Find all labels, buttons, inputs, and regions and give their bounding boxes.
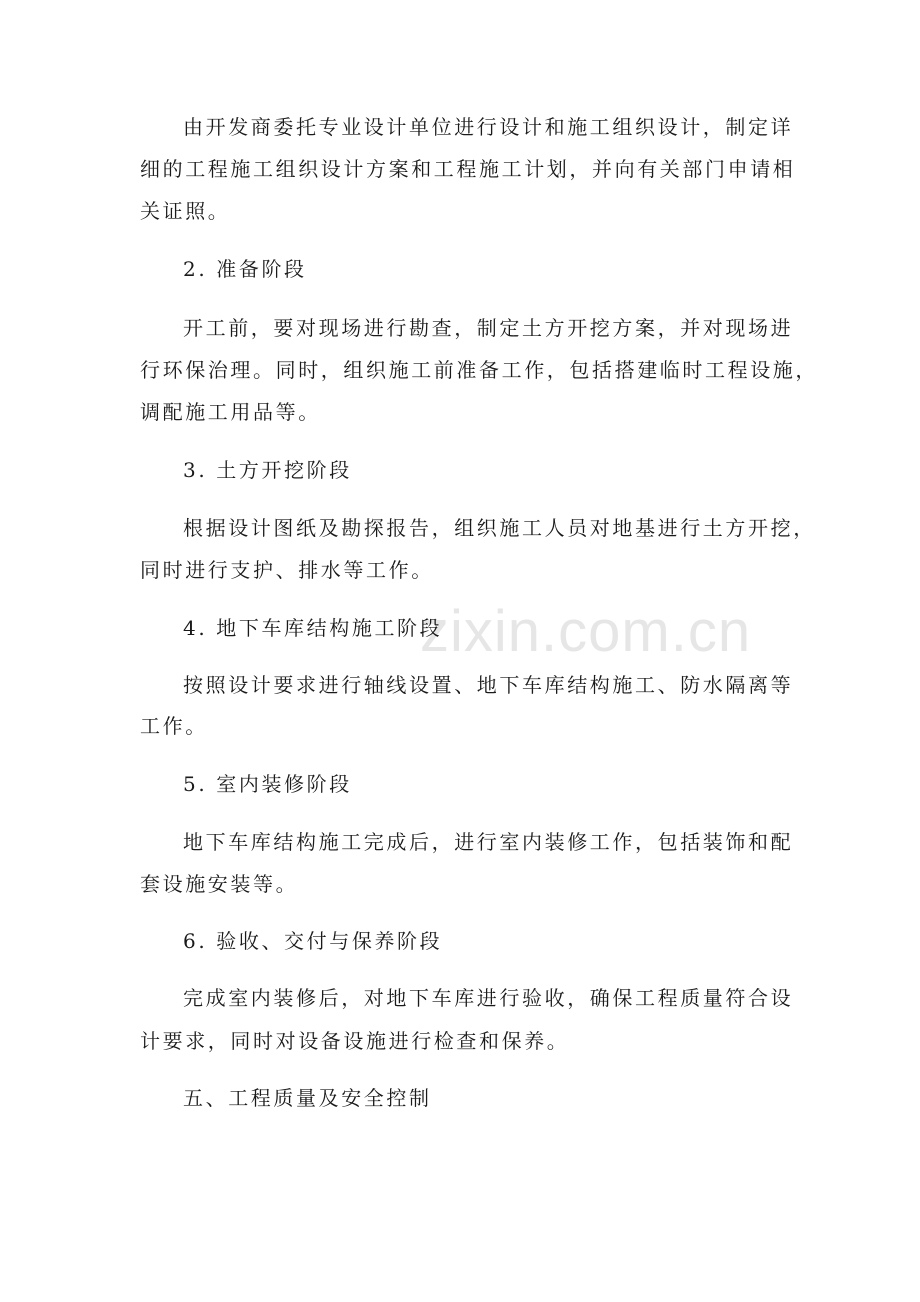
section-heading: 4. 地下车库结构施工阶段 <box>183 616 443 640</box>
paragraph-line: 按照设计要求进行轴线设置、地下车库结构施工、防水隔离等 <box>183 673 794 697</box>
paragraph-line: 根据设计图纸及勘探报告，组织施工人员对地基进行土方开挖， <box>183 516 816 540</box>
paragraph-line: 完成室内装修后，对地下车库进行验收，确保工程质量符合设 <box>183 986 794 1010</box>
paragraph-line: 开工前，要对现场进行勘查，制定土方开挖方案，并对现场进 <box>183 316 794 340</box>
paragraph-line: 计要求，同时对设备设施进行检查和保养。 <box>140 1029 570 1053</box>
watermark: zixin.com.cn <box>420 599 752 664</box>
section-heading: 6. 验收、交付与保养阶段 <box>183 929 443 953</box>
paragraph-line: 关证照。 <box>140 199 231 223</box>
section-heading: 3. 土方开挖阶段 <box>183 458 352 482</box>
section-heading: 五、工程质量及安全控制 <box>183 1086 432 1110</box>
paragraph-line: 细的工程施工组织设计方案和工程施工计划，并向有关部门申请相 <box>140 157 796 181</box>
paragraph-line: 工作。 <box>140 714 208 738</box>
paragraph-line: 地下车库结构施工完成后，进行室内装修工作，包括装饰和配 <box>183 830 794 854</box>
section-heading: 5. 室内装修阶段 <box>183 772 352 796</box>
paragraph-line: 套设施安装等。 <box>140 872 299 896</box>
paragraph-line: 行环保治理。同时，组织施工前准备工作，包括搭建临时工程设施， <box>140 358 818 382</box>
paragraph-line: 同时进行支护、排水等工作。 <box>140 558 434 582</box>
paragraph-line: 调配施工用品等。 <box>140 400 321 424</box>
section-heading: 2. 准备阶段 <box>183 257 307 281</box>
paragraph-line: 由开发商委托专业设计单位进行设计和施工组织设计，制定详 <box>183 115 794 139</box>
